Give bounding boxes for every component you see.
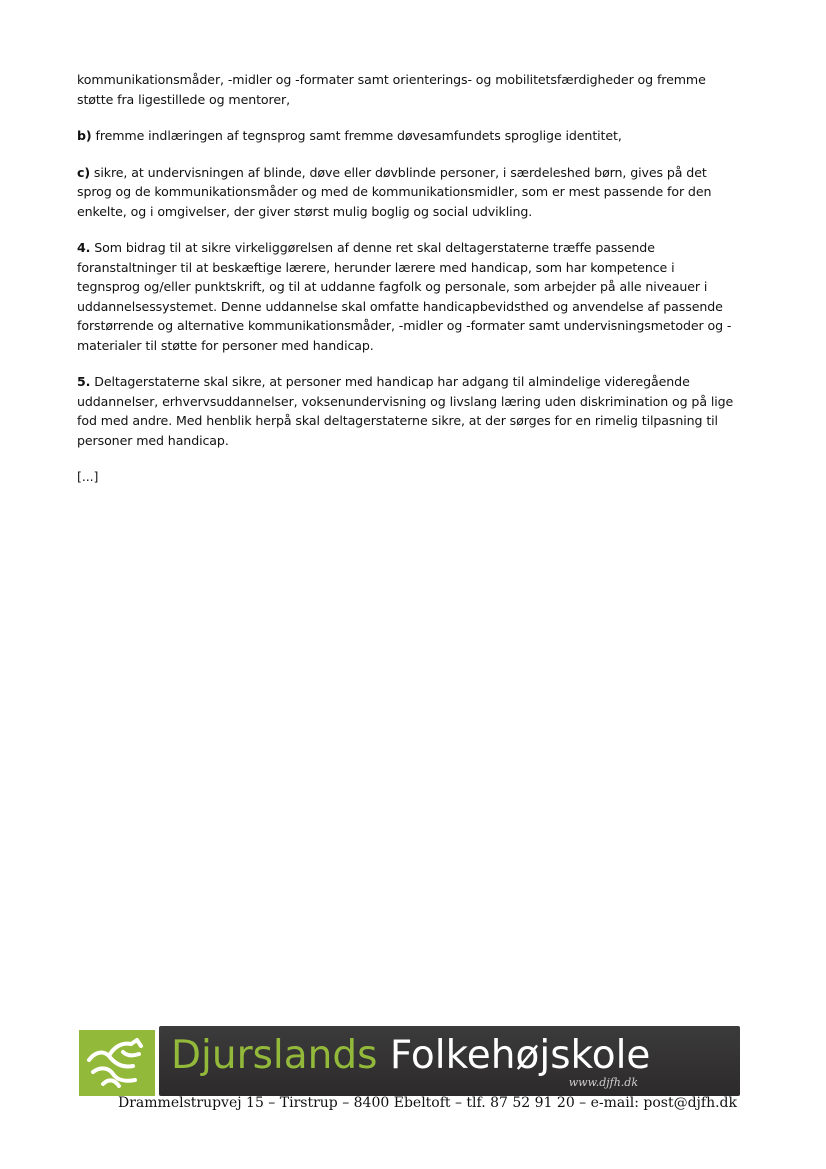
paragraph-continuation: kommunikationsmåder, -midler og -formater samt orienterings- og mobilitetsfærdigheder og fremme støtte fra ligestillede og mentorer, bbox=[77, 72, 706, 107]
bird-logo-icon bbox=[79, 1030, 155, 1096]
contact-address: Drammelstrupvej 15 – Tirstrup – 8400 Ebeltoft – tlf. 87 52 91 20 – e-mail: post@djfh.dk bbox=[118, 1095, 737, 1111]
paragraph-label: 5. bbox=[77, 374, 91, 389]
paragraph-label: c) bbox=[77, 164, 91, 180]
footer-banner bbox=[79, 1026, 740, 1096]
school-name-bar bbox=[159, 1026, 740, 1096]
paragraph-label: 4. bbox=[77, 240, 91, 255]
website-link[interactable]: www.djfh.dk bbox=[568, 1076, 638, 1089]
ellipsis-marker: [...] bbox=[77, 469, 99, 484]
document-body bbox=[77, 70, 739, 504]
paragraph-5: 5. Deltagerstaterne skal sikre, at personer med handicap har adgang til almindelige videregående uddannelser, erhvervsuddannelser, voksenundervisning og livslang læring uden diskrimination og på lige fod med andre. Med henblik herpå skal deltagerstaterne sikre, at der sørges for en rimelig tilpasning til personer med handicap. bbox=[77, 374, 734, 448]
school-name: Djurslands Folkehøjskole bbox=[171, 1033, 651, 1078]
paragraph-c: c) sikre, at undervisningen af blinde, døve eller døvblinde personer, i særdeleshed børn, gives på det sprog og de kommunikationsmåder og med de kommunikationsmidler, som er mest passende for den enkelte, og i omgivelser, der giver størst mulig boglig og social udvikling. bbox=[77, 164, 712, 219]
paragraph-b: b) fremme indlæringen af tegnsprog samt fremme døvesamfundets sproglige identitet, bbox=[77, 128, 622, 143]
paragraph-label: b) bbox=[77, 128, 92, 143]
paragraph-4: 4. Som bidrag til at sikre virkeliggørelsen af denne ret skal deltagerstaterne træffe passende foranstaltninger til at beskæftige lærere, herunder lærere med handicap, som har kompetence i tegnsprog og/eller punktskrift, og til at uddanne fagfolk og personale, som arbejder på alle niveauer i uddannelsessystemet. Denne uddannelse skal omfatte handicapbevidsthed og anvendelse af passende forstørrende og alternative kommunikationsmåder, -midler og -formater samt undervisningsmetoder og -materialer til støtte for personer med handicap. bbox=[77, 240, 732, 353]
